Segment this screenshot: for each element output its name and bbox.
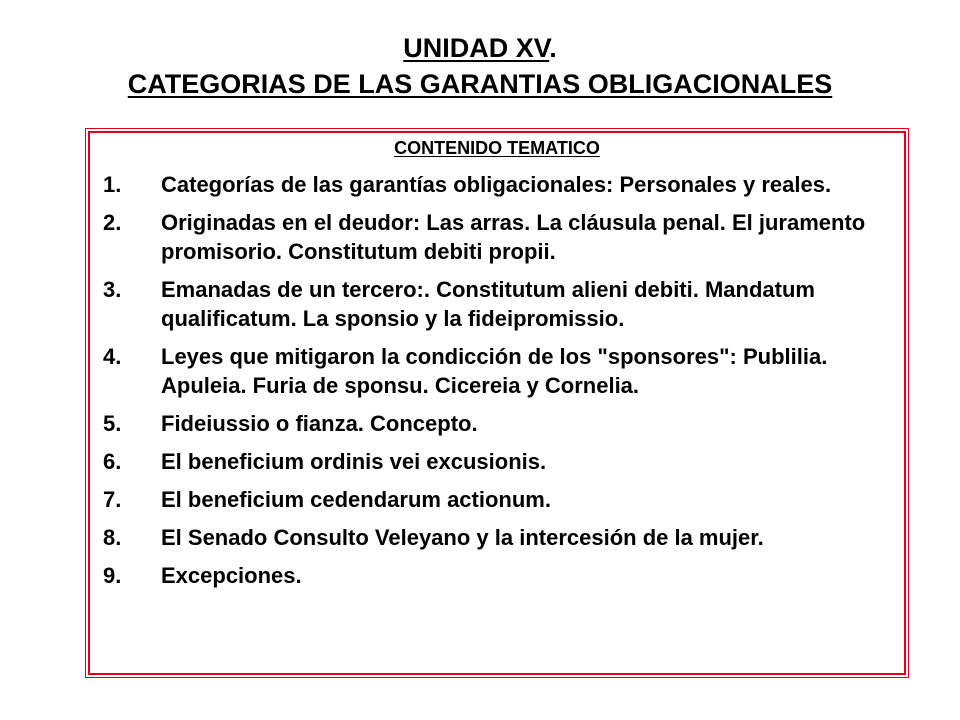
topic-text: Categorías de las garantías obligacionales: Personales y reales. [161, 172, 832, 197]
topic-text: El beneficium ordinis vei excusionis. [161, 449, 547, 474]
topic-item [103, 342, 893, 400]
content-box [85, 128, 909, 678]
topic-text: Originadas en el deudor: Las arras. La cláusula penal. El juramento promisorio. Constitutum debiti propii. [161, 210, 866, 264]
topic-number: 5. [103, 411, 122, 436]
topic-item [103, 409, 893, 438]
topic-number: 7. [103, 487, 122, 512]
unit-title: UNIDAD XV [403, 33, 550, 63]
topic-number: 9. [103, 563, 122, 588]
topic-number: 2. [103, 210, 122, 235]
topic-text: Excepciones. [161, 563, 302, 588]
topic-item [103, 275, 893, 333]
topic-item [103, 485, 893, 514]
page-title [0, 30, 960, 102]
topic-text: Fideiussio o fianza. Concepto. [161, 411, 478, 436]
title-line-2 [0, 66, 960, 102]
title-line-1 [0, 30, 960, 66]
topic-item [103, 523, 893, 552]
topic-text: Emanadas de un tercero:. Constitutum alieni debiti. Mandatum qualificatum. La sponsio y la fideipromissio. [161, 277, 815, 331]
unit-title-suffix: . [549, 33, 557, 63]
topic-number: 1. [103, 172, 122, 197]
topic-text: Leyes que mitigaron la condicción de los "sponsores": Publilia. Apuleia. Furia de sponsu. Cicereia y Cornelia. [161, 344, 828, 398]
topic-item [103, 447, 893, 476]
content-subheading: CONTENIDO TEMATICO [394, 138, 600, 158]
topic-item [103, 561, 893, 590]
topic-number: 8. [103, 525, 122, 550]
topic-number: 3. [103, 277, 122, 302]
topic-list [103, 170, 893, 599]
topic-number: 4. [103, 344, 122, 369]
topic-text: El beneficium cedendarum actionum. [161, 487, 551, 512]
unit-subtitle: CATEGORIAS DE LAS GARANTIAS OBLIGACIONALES [127, 69, 833, 99]
topic-number: 6. [103, 449, 122, 474]
topic-item [103, 208, 893, 266]
topic-text: El Senado Consulto Veleyano y la intercesión de la mujer. [161, 525, 764, 550]
topic-item [103, 170, 893, 199]
